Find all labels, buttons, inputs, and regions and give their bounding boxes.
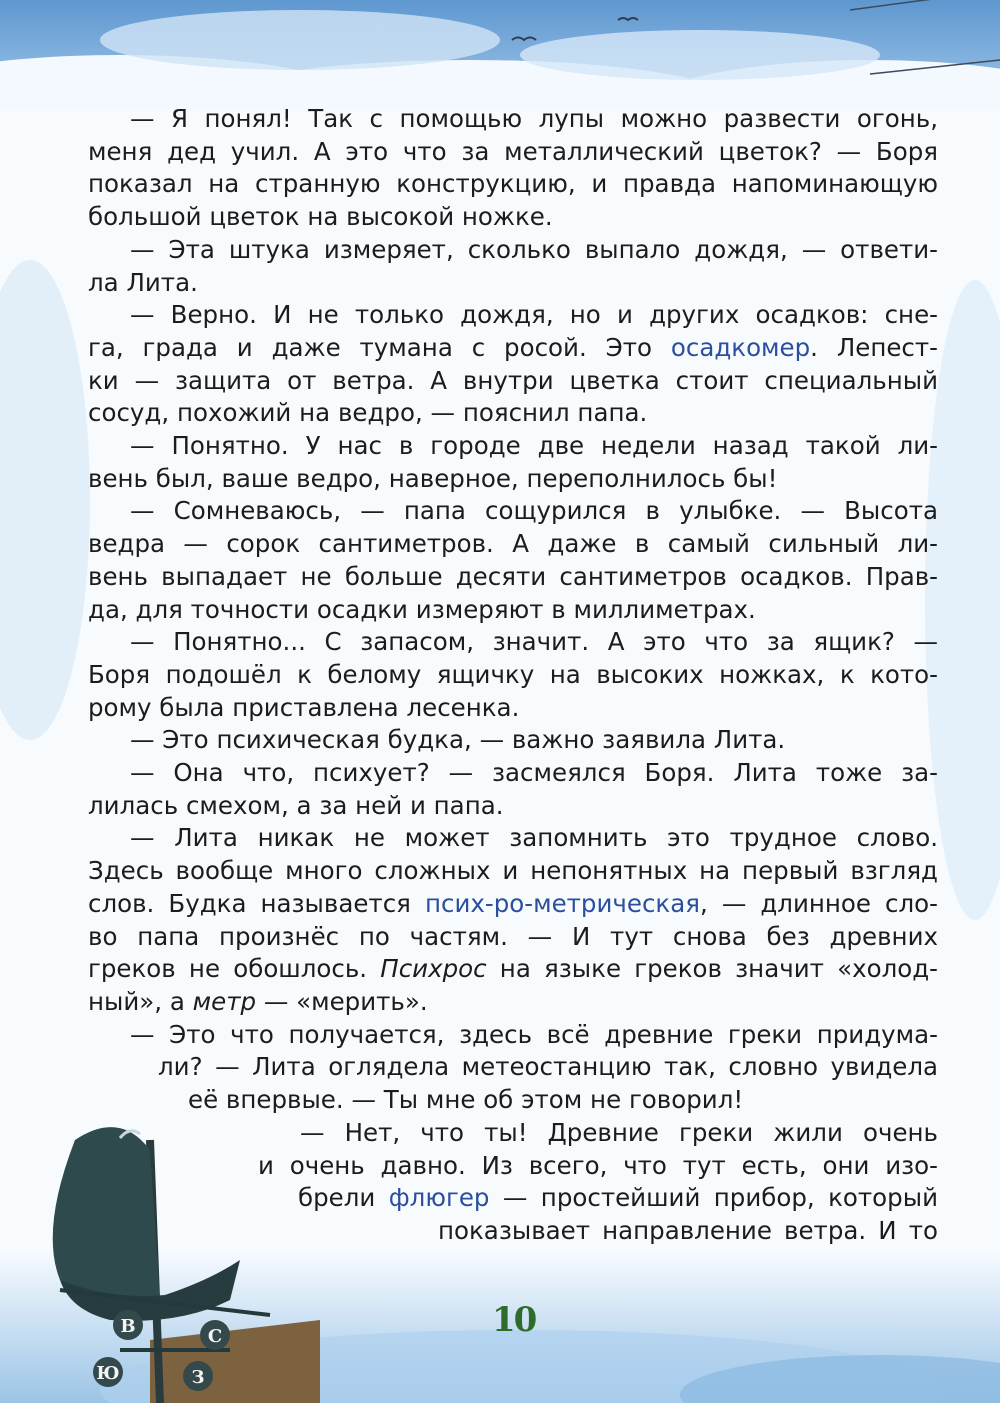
text-span: слов. Будка называется [88, 888, 425, 918]
term-psikhros: Психрос [380, 954, 487, 984]
text-line: — Эта штука измеряет, сколько выпало дождя, — ответи- [130, 234, 938, 264]
text-line: да, для точности осадки измеряют в миллиметрах. [88, 594, 756, 624]
text-line: вень выпадает не больше десяти сантиметров осадков. Прав- [88, 561, 938, 591]
term-flyuger: флюгер [388, 1183, 490, 1213]
text-line: рому была приставлена лесенка. [88, 692, 520, 722]
text-line [88, 953, 938, 986]
text-line: вень был, ваше ведро, наверное, переполнилось бы! [88, 463, 778, 493]
text-line: ки — защита от ветра. А внутри цветка стоит специальный [88, 365, 938, 395]
text-line: лилась смехом, а за ней и папа. [88, 790, 504, 820]
text-line [88, 986, 938, 1019]
text-line [88, 888, 938, 921]
text-line: показал на странную конструкцию, и правда напоминающую [88, 169, 938, 199]
text-line: — Сомневаюсь, — папа сощурился в улыбке. — Высота [130, 496, 938, 526]
story-text [88, 103, 938, 1248]
paragraph [88, 822, 938, 1018]
text-line: Здесь вообще много сложных и непонятных на первый взгляд [88, 856, 938, 886]
text-line: ла Лита. [88, 267, 198, 297]
text-line: — Лита никак не может запомнить это трудное слово. [130, 823, 938, 853]
text-line [298, 1182, 938, 1215]
text-span: , — длинное сло- [699, 888, 938, 918]
text-line: — Нет, что ты! Древние греки жили очень [300, 1117, 938, 1147]
text-line: — Понятно... С запасом, значит. А это что за ящик? — [130, 627, 938, 657]
text-line: Боря подошёл к белому ящичку на высоких ножках, к кото- [88, 659, 938, 689]
term-metr: метр [192, 986, 257, 1016]
paragraph [88, 103, 938, 234]
text-line: сосуд, похожий на ведро, — пояснил папа. [88, 398, 648, 428]
text-line: большой цветок на высокой ножке. [88, 202, 553, 232]
paragraph [88, 299, 938, 430]
text-line [88, 332, 938, 365]
text-span: греков не обошлось. [88, 954, 381, 984]
text-line: — Это психическая будка, — важно заявила Лита. [130, 725, 786, 755]
paragraph [88, 234, 938, 299]
paragraph [88, 724, 938, 757]
text-span: . Лепест- [810, 332, 938, 362]
text-span: брели [298, 1183, 389, 1213]
vane-letter-north: С [207, 1326, 223, 1347]
text-line: ли? — Лита оглядела метеостанцию так, словно увидела [158, 1052, 938, 1082]
paragraph [88, 1019, 938, 1117]
text-span: — «мерить». [256, 986, 428, 1016]
text-line: — Она что, психует? — засмеялся Боря. Лита тоже за- [130, 758, 938, 788]
paragraph [258, 1117, 938, 1248]
text-line: и очень давно. Из всего, что тут есть, они изо- [258, 1150, 938, 1180]
vane-letter-south: Ю [96, 1363, 120, 1384]
term-psikhrometricheskaya: псих-ро-метрическая [424, 888, 700, 918]
text-span: — простейший прибор, который [489, 1183, 938, 1213]
text-line: показывает направление ветра. И то [438, 1215, 938, 1245]
text-span: ный», а [88, 986, 193, 1016]
text-line: — Верно. И не только дождя, но и других осадков: сне- [130, 300, 938, 330]
vane-letter-west: З [191, 1367, 205, 1388]
text-line: — Понятно. У нас в городе две недели назад такой ли- [130, 431, 938, 461]
text-line: во папа произнёс по частям. — И тут снова без древних [88, 921, 938, 951]
paragraph [88, 495, 938, 626]
page-number: 10 [492, 1300, 536, 1340]
text-line: меня дед учил. А это что за металлический цветок? — Боря [88, 136, 938, 166]
text-line: её впервые. — Ты мне об этом не говорил! [188, 1085, 744, 1115]
vane-letter-east: В [120, 1316, 136, 1337]
paragraph [88, 430, 938, 495]
text-line: ведра — сорок сантиметров. А даже в самый сильный ли- [88, 529, 938, 559]
text-line: — Я понял! Так с помощью лупы можно развести огонь, [130, 104, 938, 133]
text-span: на языке греков значит «холод- [486, 954, 938, 984]
text-line: — Это что получается, здесь всё древние греки придума- [130, 1019, 938, 1049]
term-osadkomer: осадкомер [670, 332, 811, 362]
paragraph [88, 757, 938, 822]
text-span: га, града и даже тумана с росой. Это [88, 332, 671, 362]
paragraph [88, 626, 938, 724]
